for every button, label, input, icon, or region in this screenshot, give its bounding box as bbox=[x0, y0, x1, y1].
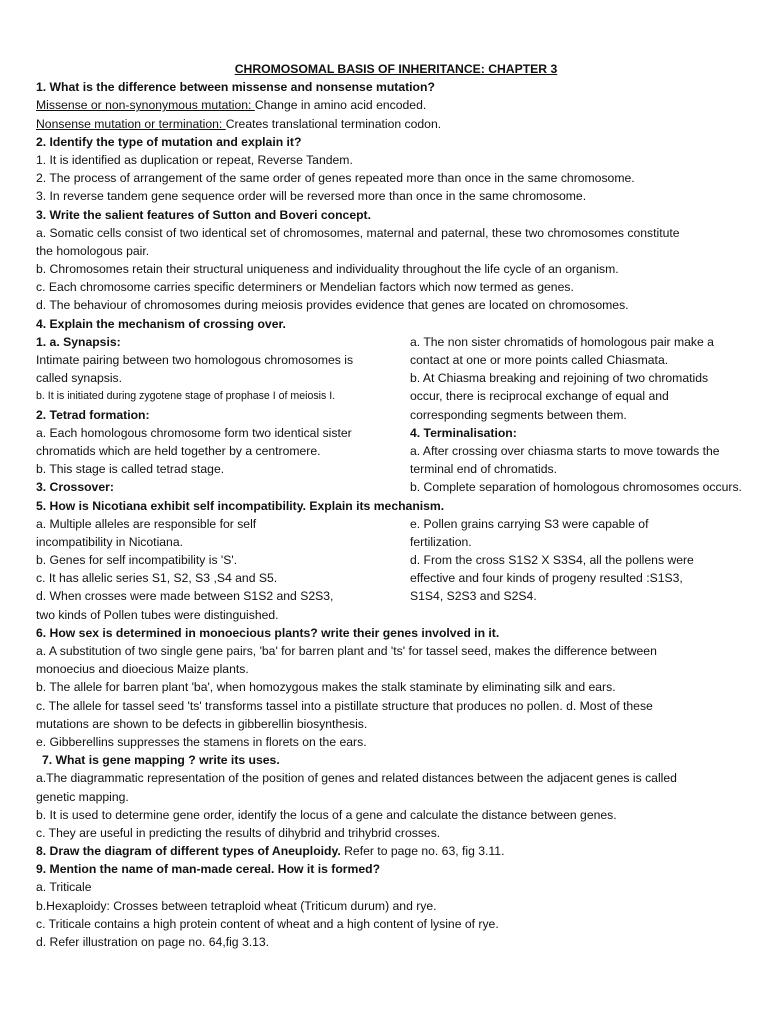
missense-text: Change in amino acid encoded. bbox=[254, 98, 427, 113]
answer-line: c. It has allelic series S1, S2, S3 ,S4 and S5. bbox=[36, 571, 278, 586]
question-2: 2. Identify the type of mutation and explain it? bbox=[36, 134, 302, 149]
answer-line: monoecius and dioecious Maize plants. bbox=[36, 662, 249, 677]
answer-line: e. Pollen grains carrying S3 were capable of bbox=[410, 516, 649, 531]
answer-line: a. Multiple alleles are responsible for self bbox=[36, 516, 257, 531]
answer-line: the homologous pair. bbox=[36, 243, 150, 258]
nicotiana-columns bbox=[36, 515, 756, 624]
question-5: 5. How is Nicotiana exhibit self incompatibility. Explain its mechanism. bbox=[36, 498, 445, 513]
answer-line: e. Gibberellins suppresses the stamens in florets on the ears. bbox=[36, 734, 367, 749]
question-8-answer: Refer to page no. 63, fig 3.11. bbox=[340, 844, 505, 859]
crossing-over-columns bbox=[36, 333, 756, 497]
answer-line: called synapsis. bbox=[36, 371, 123, 386]
answer-line: b. At Chiasma breaking and rejoining of two chromatids bbox=[410, 371, 709, 386]
answer-line: incompatibility in Nicotiana. bbox=[36, 534, 183, 549]
answer-line: c. They are useful in predicting the results of dihybrid and trihybrid crosses. bbox=[36, 825, 441, 840]
question-8: 8. Draw the diagram of different types of Aneuploidy. bbox=[36, 844, 341, 859]
answer-line: contact at one or more points called Chiasmata. bbox=[410, 353, 669, 367]
answer-line: S1S4, S2S3 and S2S4. bbox=[410, 589, 537, 604]
answer-line: a. A substitution of two single gene pairs, 'ba' for barren plant and 'ts' for tassel seed, makes the difference between bbox=[36, 644, 657, 658]
answer-line: b. Genes for self incompatibility is 'S'. bbox=[36, 553, 238, 568]
answer-line: b.Hexaploidy: Crosses between tetraploid wheat (Triticum durum) and rye. bbox=[36, 898, 437, 913]
answer-line: Intimate pairing between two homologous chromosomes is bbox=[36, 353, 354, 367]
answer-line: b. Complete separation of homologous chromosomes occurs. bbox=[410, 480, 742, 495]
missense-definition bbox=[36, 96, 756, 114]
nonsense-label: Nonsense mutation or termination: bbox=[36, 116, 226, 131]
answer-line: 2. The process of arrangement of the same order of genes repeated more than once in the same chromosome. bbox=[36, 171, 635, 186]
question-7: 7. What is gene mapping ? write its uses. bbox=[42, 753, 280, 768]
question-6: 6. How sex is determined in monoecious plants? write their genes involved in it. bbox=[36, 625, 500, 640]
answer-line: chromatids which are held together by a centromere. bbox=[36, 443, 321, 458]
answer-line: genetic mapping. bbox=[36, 789, 129, 804]
terminalisation-heading: 4. Terminalisation: bbox=[410, 425, 517, 440]
answer-line: two kinds of Pollen tubes were distinguished. bbox=[36, 607, 279, 622]
answer-line: mutations are shown to be defects in gibberellin biosynthesis. bbox=[36, 716, 368, 731]
missense-label: Missense or non-synonymous mutation: bbox=[36, 98, 255, 113]
answer-line: a. After crossing over chiasma starts to move towards the bbox=[410, 443, 720, 458]
answer-line: b. It is initiated during zygotene stage of prophase I of meiosis I. bbox=[36, 390, 336, 403]
answer-line: fertilization. bbox=[410, 534, 472, 549]
answer-line: c. Triticale contains a high protein content of wheat and a high content of lysine of rye. bbox=[36, 916, 499, 931]
answer-line: 3. In reverse tandem gene sequence order will be reversed more than once in the same chromosome. bbox=[36, 189, 587, 204]
answer-line: occur, there is reciprocal exchange of equal and bbox=[410, 389, 669, 404]
answer-line: b. It is used to determine gene order, identify the locus of a gene and calculate the distance between genes. bbox=[36, 807, 617, 822]
answer-line: d. When crosses were made between S1S2 and S2S3, bbox=[36, 589, 334, 604]
nicotiana-left-column bbox=[36, 515, 410, 624]
answer-line: a. Triticale bbox=[36, 880, 92, 895]
synapsis-heading: 1. a. Synapsis: bbox=[36, 334, 121, 349]
question-4: 4. Explain the mechanism of crossing over. bbox=[36, 316, 286, 331]
answer-line: a. Each homologous chromosome form two identical sister bbox=[36, 425, 352, 440]
question-1: 1. What is the difference between missense and nonsense mutation? bbox=[36, 80, 435, 95]
tetrad-heading: 2. Tetrad formation: bbox=[36, 407, 150, 422]
question-3: 3. Write the salient features of Sutton and Boveri concept. bbox=[36, 207, 371, 222]
answer-line: c. The allele for tassel seed 'ts' transforms tassel into a pistillate structure that produces no pollen. d. Most of these bbox=[36, 698, 653, 713]
answer-line: d. The behaviour of chromosomes during meiosis provides evidence that genes are located on chromosomes. bbox=[36, 298, 629, 313]
nonsense-definition bbox=[36, 115, 756, 133]
answer-line: d. Refer illustration on page no. 64,fig 3.13. bbox=[36, 935, 270, 949]
answer-line: 1. It is identified as duplication or repeat, Reverse Tandem. bbox=[36, 152, 353, 167]
crossing-over-right-column bbox=[410, 333, 756, 497]
answer-line: a.The diagrammatic representation of the position of genes and related distances between the adjacent genes is called bbox=[36, 771, 677, 786]
answer-line: terminal end of chromatids. bbox=[410, 462, 557, 477]
document-title: CHROMOSOMAL BASIS OF INHERITANCE: CHAPTER 3 bbox=[234, 62, 558, 76]
answer-line: d. From the cross S1S2 X S3S4, all the pollens were bbox=[410, 553, 694, 568]
answer-line: b. The allele for barren plant 'ba', when homozygous makes the stalk staminate by eliminating silk and ears. bbox=[36, 680, 616, 695]
crossing-over-left-column bbox=[36, 333, 410, 497]
answer-line: a. The non sister chromatids of homologous pair make a bbox=[410, 334, 714, 349]
nonsense-text: Creates translational termination codon. bbox=[225, 116, 442, 131]
answer-line: a. Somatic cells consist of two identical set of chromosomes, maternal and paternal, these two chromosomes constitute bbox=[36, 225, 680, 240]
nicotiana-right-column bbox=[410, 515, 756, 624]
document-page bbox=[36, 60, 756, 951]
question-9: 9. Mention the name of man-made cereal. How it is formed? bbox=[36, 862, 381, 877]
answer-line: b. Chromosomes retain their structural uniqueness and individuality throughout the life cycle of an organism. bbox=[36, 262, 619, 277]
question-8-line bbox=[36, 842, 756, 860]
crossover-heading: 3. Crossover: bbox=[36, 480, 114, 495]
answer-line: corresponding segments between them. bbox=[410, 407, 627, 422]
answer-line: b. This stage is called tetrad stage. bbox=[36, 462, 225, 477]
answer-line: c. Each chromosome carries specific determiners or Mendelian factors which now termed as genes. bbox=[36, 280, 574, 295]
answer-line: effective and four kinds of progeny resulted :S1S3, bbox=[410, 571, 683, 586]
